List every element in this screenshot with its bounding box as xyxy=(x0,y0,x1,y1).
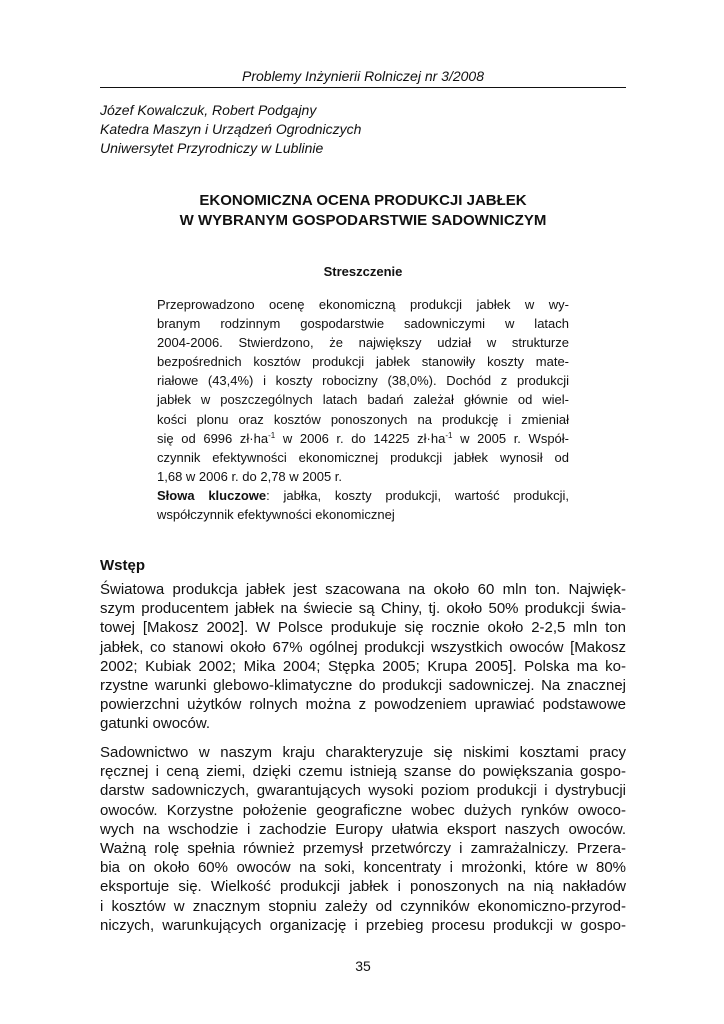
income-text-a: się od 6996 zł·ha xyxy=(157,430,269,446)
page-number: 35 xyxy=(355,958,371,974)
paragraph-line: darstw sadowniczych, gwarantujących wysoki poziom produkcji i dystrybucji xyxy=(100,782,626,800)
superscript: -1 xyxy=(268,430,276,440)
abstract-line: branym rodzinnym gospodarstwie sadowniczymi w latach xyxy=(157,316,569,332)
section-heading-introduction: Wstęp xyxy=(100,557,145,574)
paragraph-line: gatunki owoców. xyxy=(100,715,211,733)
income-text-c: w 2005 r. Współ- xyxy=(452,430,570,446)
keywords-block xyxy=(157,486,569,524)
paragraph-line: Sadownictwo w naszym kraju charakteryzuje się niskimi kosztami pracy xyxy=(100,744,626,761)
author-university: Uniwersytet Przyrodniczy w Lublinie xyxy=(100,140,324,156)
abstract-line: 2004-2006. Stwierdzono, że największy udział w strukturze xyxy=(157,335,569,351)
paragraph-line: powierzchni użytków rolnych można z powodzeniem uprawiać podstawowe xyxy=(100,696,626,714)
abstract-line: kości plonu oraz kosztów ponoszonych na produkcję i zmieniał xyxy=(157,411,569,427)
paragraph-line: Ważną rolę spełnia również przemysł przetwórczy i zamrażalniczy. Przera- xyxy=(100,840,626,858)
abstract-heading: Streszczenie xyxy=(323,264,403,279)
superscript: -1 xyxy=(445,430,453,440)
abstract-line-income xyxy=(157,429,569,448)
keywords-label: Słowa kluczowe xyxy=(157,488,267,503)
paragraph-line: bia on około 60% owoców na soki, koncentraty i mrożonki, które w 80% xyxy=(100,859,626,877)
keywords-line-1 xyxy=(157,486,569,505)
author-department: Katedra Maszyn i Urządzeń Ogrodniczych xyxy=(100,121,362,137)
paragraph-line: towej [Makosz 2002]. W Polsce produkuje się rocznie około 2-2,5 mln ton xyxy=(100,619,626,637)
introduction-paragraph-1 xyxy=(100,580,626,734)
paragraph-line: jabłek, co stanowi około 67% ogólnej produkcji wszystkich owoców [Makosz xyxy=(100,638,626,656)
abstract-line: bezpośrednich kosztów produkcji jabłek stanowiły koszty mate- xyxy=(157,354,569,370)
abstract-line: czynnik efektywności ekonomicznej produkcji jabłek wynosił od xyxy=(157,449,569,465)
paragraph-line: niczych, warunkujących organizację i przebieg procesu produkcji w gospo- xyxy=(100,916,626,934)
income-text-b: w 2006 r. do 14225 zł·ha xyxy=(275,430,446,446)
author-block xyxy=(100,101,626,158)
journal-header: Problemy Inżynierii Rolniczej nr 3/2008 xyxy=(100,66,626,88)
paragraph-line: Światowa produkcja jabłek jest szacowana na około 60 mln ton. Najwięk- xyxy=(100,581,626,598)
paragraph-line: eksportuje się. Wielkość produkcji jabłek i ponoszonych na nią nakładów xyxy=(100,878,626,896)
paragraph-line: wych na wschodzie i zachodzie Europy ułatwia eksport naszych owoców. xyxy=(100,820,626,838)
abstract-line: jabłek w poszczególnych latach badań zależał głównie od wiel- xyxy=(157,392,569,408)
title-line-2: W WYBRANYM GOSPODARSTWIE SADOWNICZYM xyxy=(179,212,547,229)
abstract-line: riałowe (43,4%) i koszty robocizny (38,0%). Dochód z produkcji xyxy=(157,373,569,389)
paragraph-line: owoców. Korzystne położenie geograficzne wobec dużych rynków owoco- xyxy=(100,801,626,819)
paragraph-line: 2002; Kubiak 2002; Mika 2004; Stępka 2005; Krupa 2005]. Polska ma ko- xyxy=(100,657,626,675)
abstract-body xyxy=(157,295,569,486)
paragraph-line: rzystne warunki glebowo-klimatyczne do produkcji sadowniczej. Na znacznej xyxy=(100,677,626,695)
introduction-paragraph-2 xyxy=(100,743,626,935)
keywords-line-2: współczynnik efektywności ekonomicznej xyxy=(157,507,395,522)
paper-title xyxy=(100,191,626,231)
title-line-1: EKONOMICZNA OCENA PRODUKCJI JABŁEK xyxy=(199,192,527,209)
abstract-line: Przeprowadzono ocenę ekonomiczną produkcji jabłek w wy- xyxy=(157,297,569,312)
paragraph-line: i kosztów w znacznym stopniu zależy od czynników ekonomiczno-przyrod- xyxy=(100,897,626,915)
paragraph-line: szym producentem jabłek na świecie są Chiny, tj. około 50% produkcji świa- xyxy=(100,600,626,618)
abstract-line: 1,68 w 2006 r. do 2,78 w 2005 r. xyxy=(157,468,343,484)
paragraph-line: ręcznej i ceną ziemi, dzięki czemu istnieją szanse do powiększania gospo- xyxy=(100,763,626,781)
keywords-list: : jabłka, koszty produkcji, wartość produkcji, xyxy=(266,488,569,503)
author-names: Józef Kowalczuk, Robert Podgajny xyxy=(100,102,317,118)
